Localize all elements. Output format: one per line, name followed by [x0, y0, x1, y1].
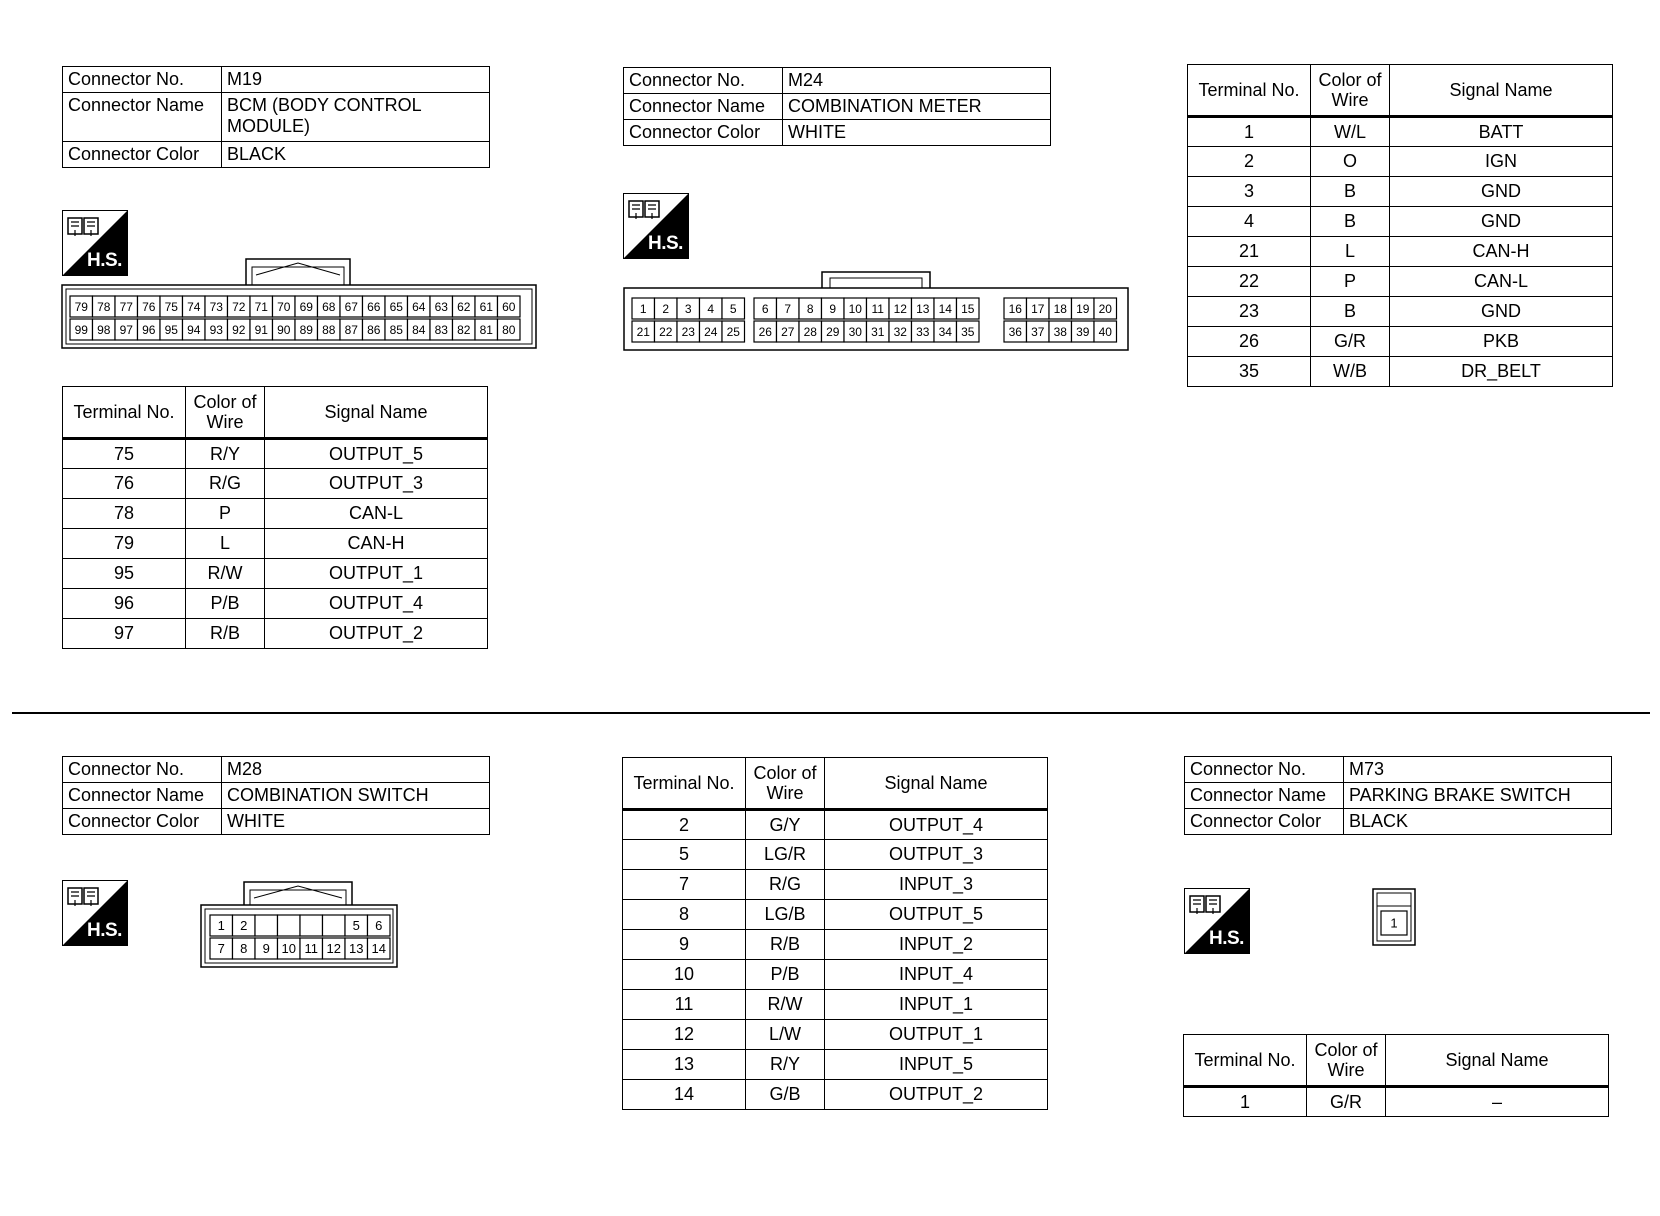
- pin-number: 70: [277, 299, 291, 314]
- pin-number: 2: [662, 301, 670, 316]
- wire-color-cell: L: [186, 529, 265, 559]
- pin-number: 96: [142, 322, 156, 337]
- pin-number: 68: [322, 299, 336, 314]
- pin-number: 81: [479, 322, 493, 337]
- table-row: [1188, 297, 1613, 327]
- m19-terminal-table: [62, 386, 488, 649]
- m24-name-value: COMBINATION METER: [783, 94, 1051, 120]
- pin-number: 17: [1031, 301, 1045, 316]
- pin-number: 30: [848, 324, 862, 339]
- pin-number: 28: [803, 324, 817, 339]
- pin-cell: [323, 915, 346, 936]
- wire-color-cell: L/W: [746, 1020, 825, 1050]
- table-row: [623, 810, 1048, 840]
- m28-no-label: Connector No.: [63, 757, 222, 783]
- m73-h-color: Color of Wire: [1307, 1035, 1386, 1087]
- pin-number: 40: [1098, 324, 1112, 339]
- table-row: [1188, 357, 1613, 387]
- wire-color-cell: B: [1311, 297, 1390, 327]
- pin-number: 2: [240, 918, 248, 934]
- pin-number: 9: [262, 941, 270, 957]
- m24-no-value: M24: [783, 68, 1051, 94]
- signal-name-cell: OUTPUT_2: [265, 619, 488, 649]
- signal-name-cell: INPUT_4: [825, 960, 1048, 990]
- m28-harness-side-icon: [62, 880, 128, 946]
- pin-number: 61: [479, 299, 493, 314]
- m19-connector-face: [60, 255, 540, 350]
- wire-color-cell: R/B: [746, 930, 825, 960]
- m28-h-color: Color of Wire: [746, 758, 825, 810]
- pin-number: 79: [74, 299, 88, 314]
- pin-number: 14: [938, 301, 952, 316]
- wire-color-cell: G/Y: [746, 810, 825, 840]
- pin-number: 11: [304, 941, 318, 957]
- pin-number: 13: [916, 301, 930, 316]
- pin-number: 23: [681, 324, 695, 339]
- pin-number: 91: [254, 322, 268, 337]
- terminal-cell: 3: [1188, 177, 1311, 207]
- connector-pictogram-icon: [628, 199, 660, 221]
- m73-no-label: Connector No.: [1185, 757, 1344, 783]
- terminal-cell: 97: [63, 619, 186, 649]
- m19-info-table: [62, 66, 490, 168]
- pin-number: 60: [502, 299, 516, 314]
- table-row: [1188, 267, 1613, 297]
- wire-color-cell: W/L: [1311, 117, 1390, 147]
- pin-number: 10: [281, 941, 296, 957]
- table-row: [63, 619, 488, 649]
- pin-number: 86: [367, 322, 381, 337]
- pin-number: 37: [1031, 324, 1045, 339]
- signal-name-cell: IGN: [1390, 147, 1613, 177]
- m19-h-terminal: Terminal No.: [63, 387, 186, 439]
- pin-number: 21: [636, 324, 650, 339]
- connector-pictogram-icon: [67, 216, 99, 238]
- signal-name-cell: GND: [1390, 177, 1613, 207]
- signal-name-cell: OUTPUT_3: [825, 840, 1048, 870]
- m28-no-value: M28: [222, 757, 490, 783]
- terminal-cell: 8: [623, 900, 746, 930]
- pin-number: 38: [1053, 324, 1067, 339]
- pin-number: 26: [758, 324, 772, 339]
- pin-number: 98: [97, 322, 111, 337]
- signal-name-cell: CAN-H: [1390, 237, 1613, 267]
- wire-color-cell: LG/B: [746, 900, 825, 930]
- m28-name-label: Connector Name: [63, 783, 222, 809]
- pin-cell: [278, 915, 301, 936]
- m28-name-value: COMBINATION SWITCH: [222, 783, 490, 809]
- terminal-cell: 14: [623, 1080, 746, 1110]
- signal-name-cell: INPUT_3: [825, 870, 1048, 900]
- pin-number: 35: [961, 324, 975, 339]
- pin-number: 4: [707, 301, 715, 316]
- signal-name-cell: OUTPUT_1: [825, 1020, 1048, 1050]
- terminal-cell: 35: [1188, 357, 1311, 387]
- terminal-cell: 95: [63, 559, 186, 589]
- terminal-cell: 1: [1184, 1087, 1307, 1117]
- pin-number: 67: [344, 299, 358, 314]
- pin-number: 19: [1076, 301, 1090, 316]
- m19-name-value: BCM (BODY CONTROL MODULE): [222, 93, 490, 142]
- signal-name-cell: CAN-L: [1390, 267, 1613, 297]
- latch-ridge: [254, 886, 342, 898]
- pin-number: 77: [119, 299, 133, 314]
- table-row: [63, 499, 488, 529]
- pin-number: 94: [187, 322, 201, 337]
- m24-info-table: [623, 67, 1051, 146]
- table-row: [623, 930, 1048, 960]
- m24-connector-face: [622, 270, 1132, 352]
- signal-name-cell: PKB: [1390, 327, 1613, 357]
- signal-name-cell: INPUT_2: [825, 930, 1048, 960]
- pin-number: 27: [781, 324, 795, 339]
- pin-number: 6: [375, 918, 383, 934]
- m73-h-terminal: Terminal No.: [1184, 1035, 1307, 1087]
- wire-color-cell: R/W: [746, 990, 825, 1020]
- terminal-cell: 22: [1188, 267, 1311, 297]
- pin-number: 90: [277, 322, 291, 337]
- pin-number: 1: [639, 301, 647, 316]
- signal-name-cell: –: [1386, 1087, 1609, 1117]
- table-row: [623, 900, 1048, 930]
- pin-number: 13: [349, 941, 364, 957]
- pin-number: 22: [659, 324, 673, 339]
- m73-color-value: BLACK: [1344, 809, 1612, 835]
- signal-name-cell: INPUT_1: [825, 990, 1048, 1020]
- pin-number: 7: [217, 941, 225, 957]
- m28-connector-face: [200, 880, 400, 970]
- m28-h-signal: Signal Name: [825, 758, 1048, 810]
- wire-color-cell: R/Y: [186, 439, 265, 469]
- table-row: [1188, 327, 1613, 357]
- m73-info-table: [1184, 756, 1612, 835]
- table-row: [63, 439, 488, 469]
- m24-no-label: Connector No.: [624, 68, 783, 94]
- table-row: [63, 469, 488, 499]
- pin-number: 1: [217, 918, 225, 934]
- pin-number: 72: [232, 299, 246, 314]
- table-row: [623, 960, 1048, 990]
- m19-name-label: Connector Name: [63, 93, 222, 142]
- pin-number: 74: [187, 299, 201, 314]
- pin-number: 11: [871, 301, 884, 316]
- pin-number: 65: [389, 299, 403, 314]
- terminal-cell: 76: [63, 469, 186, 499]
- terminal-cell: 78: [63, 499, 186, 529]
- m19-color-label: Connector Color: [63, 142, 222, 168]
- wire-color-cell: R/G: [186, 469, 265, 499]
- wire-color-cell: G/R: [1307, 1087, 1386, 1117]
- pin-number: 62: [457, 299, 471, 314]
- terminal-cell: 21: [1188, 237, 1311, 267]
- wire-color-cell: P: [186, 499, 265, 529]
- wire-color-cell: L: [1311, 237, 1390, 267]
- pin-number: 93: [209, 322, 223, 337]
- table-row: [1184, 1087, 1609, 1117]
- table-row: [63, 529, 488, 559]
- pin-number: 15: [961, 301, 975, 316]
- table-row: [63, 559, 488, 589]
- pin-number: 97: [119, 322, 133, 337]
- pin-number: 9: [829, 301, 837, 316]
- pin-number: 76: [142, 299, 156, 314]
- pin-number: 20: [1098, 301, 1112, 316]
- signal-name-cell: CAN-L: [265, 499, 488, 529]
- wire-color-cell: B: [1311, 177, 1390, 207]
- m24-h-signal: Signal Name: [1390, 65, 1613, 117]
- connector-pictogram-icon: [67, 886, 99, 908]
- terminal-cell: 4: [1188, 207, 1311, 237]
- wire-color-cell: R/Y: [746, 1050, 825, 1080]
- connector-latch: [244, 882, 352, 905]
- m28-hs-label: H.S.: [87, 920, 122, 941]
- m73-connector-face: [1372, 888, 1418, 948]
- terminal-cell: 75: [63, 439, 186, 469]
- pin-number: 6: [761, 301, 769, 316]
- pin-number: 31: [871, 324, 885, 339]
- wire-color-cell: R/G: [746, 870, 825, 900]
- pin-number: 33: [916, 324, 930, 339]
- wire-color-cell: LG/R: [746, 840, 825, 870]
- signal-name-cell: GND: [1390, 207, 1613, 237]
- wire-color-cell: G/R: [1311, 327, 1390, 357]
- m19-no-value: M19: [222, 67, 490, 93]
- table-row: [623, 840, 1048, 870]
- signal-name-cell: OUTPUT_2: [825, 1080, 1048, 1110]
- pin-number: 3: [684, 301, 692, 316]
- pin-number: 85: [389, 322, 403, 337]
- table-row: [1188, 207, 1613, 237]
- pin-number: 78: [97, 299, 111, 314]
- connector-latch: [822, 272, 930, 288]
- wire-color-cell: B: [1311, 207, 1390, 237]
- terminal-cell: 79: [63, 529, 186, 559]
- pin-number: 5: [729, 301, 737, 316]
- m19-color-value: BLACK: [222, 142, 490, 168]
- m28-h-terminal: Terminal No.: [623, 758, 746, 810]
- m19-h-color: Color of Wire: [186, 387, 265, 439]
- wire-color-cell: P/B: [186, 589, 265, 619]
- wire-color-cell: R/B: [186, 619, 265, 649]
- pin-number: 32: [893, 324, 907, 339]
- m19-h-signal: Signal Name: [265, 387, 488, 439]
- terminal-cell: 11: [623, 990, 746, 1020]
- pin-number: 7: [784, 301, 792, 316]
- m24-terminal-table: [1187, 64, 1613, 387]
- pin-number: 39: [1076, 324, 1090, 339]
- pin-number: 80: [502, 322, 516, 337]
- pin-number: 5: [352, 918, 360, 934]
- pin-number: 75: [164, 299, 178, 314]
- signal-name-cell: INPUT_5: [825, 1050, 1048, 1080]
- wire-color-cell: P/B: [746, 960, 825, 990]
- m24-harness-side-icon: [623, 193, 689, 259]
- terminal-cell: 7: [623, 870, 746, 900]
- terminal-cell: 10: [623, 960, 746, 990]
- pin-number: 8: [240, 941, 248, 957]
- m24-h-terminal: Terminal No.: [1188, 65, 1311, 117]
- terminal-cell: 2: [623, 810, 746, 840]
- wire-color-cell: O: [1311, 147, 1390, 177]
- pin-number: 71: [254, 299, 268, 314]
- m24-color-value: WHITE: [783, 120, 1051, 146]
- connector-latch-inner: [830, 278, 922, 288]
- pin-number: 16: [1008, 301, 1022, 316]
- m28-color-value: WHITE: [222, 809, 490, 835]
- pin-number: 25: [726, 324, 740, 339]
- m24-hs-label: H.S.: [648, 233, 683, 254]
- pin-number: 8: [806, 301, 814, 316]
- pin-number: 73: [209, 299, 223, 314]
- pin-number: 18: [1053, 301, 1067, 316]
- wire-color-cell: R/W: [186, 559, 265, 589]
- pin-number: 95: [164, 322, 178, 337]
- signal-name-cell: OUTPUT_5: [265, 439, 488, 469]
- signal-name-cell: OUTPUT_4: [265, 589, 488, 619]
- terminal-cell: 5: [623, 840, 746, 870]
- signal-name-cell: OUTPUT_4: [825, 810, 1048, 840]
- signal-name-cell: DR_BELT: [1390, 357, 1613, 387]
- table-row: [1188, 117, 1613, 147]
- m24-color-label: Connector Color: [624, 120, 783, 146]
- m24-name-label: Connector Name: [624, 94, 783, 120]
- connector-latch-inner: [250, 890, 346, 905]
- pin-cell: [300, 915, 323, 936]
- pin-number: 99: [74, 322, 88, 337]
- m19-hs-label: H.S.: [87, 250, 122, 271]
- m73-color-label: Connector Color: [1185, 809, 1344, 835]
- terminal-cell: 12: [623, 1020, 746, 1050]
- m28-color-label: Connector Color: [63, 809, 222, 835]
- pin-number: 69: [299, 299, 313, 314]
- terminal-cell: 13: [623, 1050, 746, 1080]
- m73-harness-side-icon: [1184, 888, 1250, 954]
- table-row: [623, 870, 1048, 900]
- signal-name-cell: CAN-H: [265, 529, 488, 559]
- signal-name-cell: OUTPUT_5: [825, 900, 1048, 930]
- connector-pictogram-icon: [1189, 894, 1221, 916]
- pin-number: 63: [434, 299, 448, 314]
- m73-h-signal: Signal Name: [1386, 1035, 1609, 1087]
- pin-cell: [255, 915, 278, 936]
- table-row: [623, 1080, 1048, 1110]
- table-row: [623, 1020, 1048, 1050]
- pin-number: 10: [848, 301, 862, 316]
- pin-number: 1: [1390, 915, 1398, 931]
- table-row: [63, 589, 488, 619]
- table-row: [1188, 177, 1613, 207]
- wire-color-cell: P: [1311, 267, 1390, 297]
- latch-ridge: [256, 263, 340, 275]
- m19-no-label: Connector No.: [63, 67, 222, 93]
- table-row: [1188, 237, 1613, 267]
- pin-number: 64: [412, 299, 426, 314]
- wire-color-cell: G/B: [746, 1080, 825, 1110]
- table-row: [623, 1050, 1048, 1080]
- m73-hs-label: H.S.: [1209, 928, 1244, 949]
- wire-color-cell: W/B: [1311, 357, 1390, 387]
- m73-no-value: M73: [1344, 757, 1612, 783]
- m28-terminal-table: [622, 757, 1048, 1110]
- m24-h-color: Color of Wire: [1311, 65, 1390, 117]
- pin-number: 88: [322, 322, 336, 337]
- pin-number: 14: [371, 941, 386, 957]
- terminal-cell: 96: [63, 589, 186, 619]
- terminal-cell: 1: [1188, 117, 1311, 147]
- terminal-cell: 9: [623, 930, 746, 960]
- pin-number: 92: [232, 322, 246, 337]
- pin-number: 12: [893, 301, 907, 316]
- pin-number: 24: [704, 324, 718, 339]
- pin-number: 36: [1008, 324, 1022, 339]
- connector-latch-inner: [252, 267, 344, 285]
- pin-number: 82: [457, 322, 471, 337]
- pin-number: 83: [434, 322, 448, 337]
- pin-number: 84: [412, 322, 426, 337]
- m73-terminal-table: [1183, 1034, 1609, 1117]
- signal-name-cell: GND: [1390, 297, 1613, 327]
- pin-number: 66: [367, 299, 381, 314]
- table-row: [1188, 147, 1613, 177]
- m73-name-value: PARKING BRAKE SWITCH: [1344, 783, 1612, 809]
- m28-info-table: [62, 756, 490, 835]
- signal-name-cell: OUTPUT_1: [265, 559, 488, 589]
- table-row: [623, 990, 1048, 1020]
- m73-name-label: Connector Name: [1185, 783, 1344, 809]
- pin-number: 87: [344, 322, 358, 337]
- terminal-cell: 26: [1188, 327, 1311, 357]
- pin-number: 34: [938, 324, 952, 339]
- section-divider: [12, 712, 1650, 714]
- signal-name-cell: OUTPUT_3: [265, 469, 488, 499]
- pin-number: 89: [299, 322, 313, 337]
- terminal-cell: 23: [1188, 297, 1311, 327]
- signal-name-cell: BATT: [1390, 117, 1613, 147]
- pin-number: 29: [826, 324, 840, 339]
- terminal-cell: 2: [1188, 147, 1311, 177]
- pin-number: 12: [326, 941, 341, 957]
